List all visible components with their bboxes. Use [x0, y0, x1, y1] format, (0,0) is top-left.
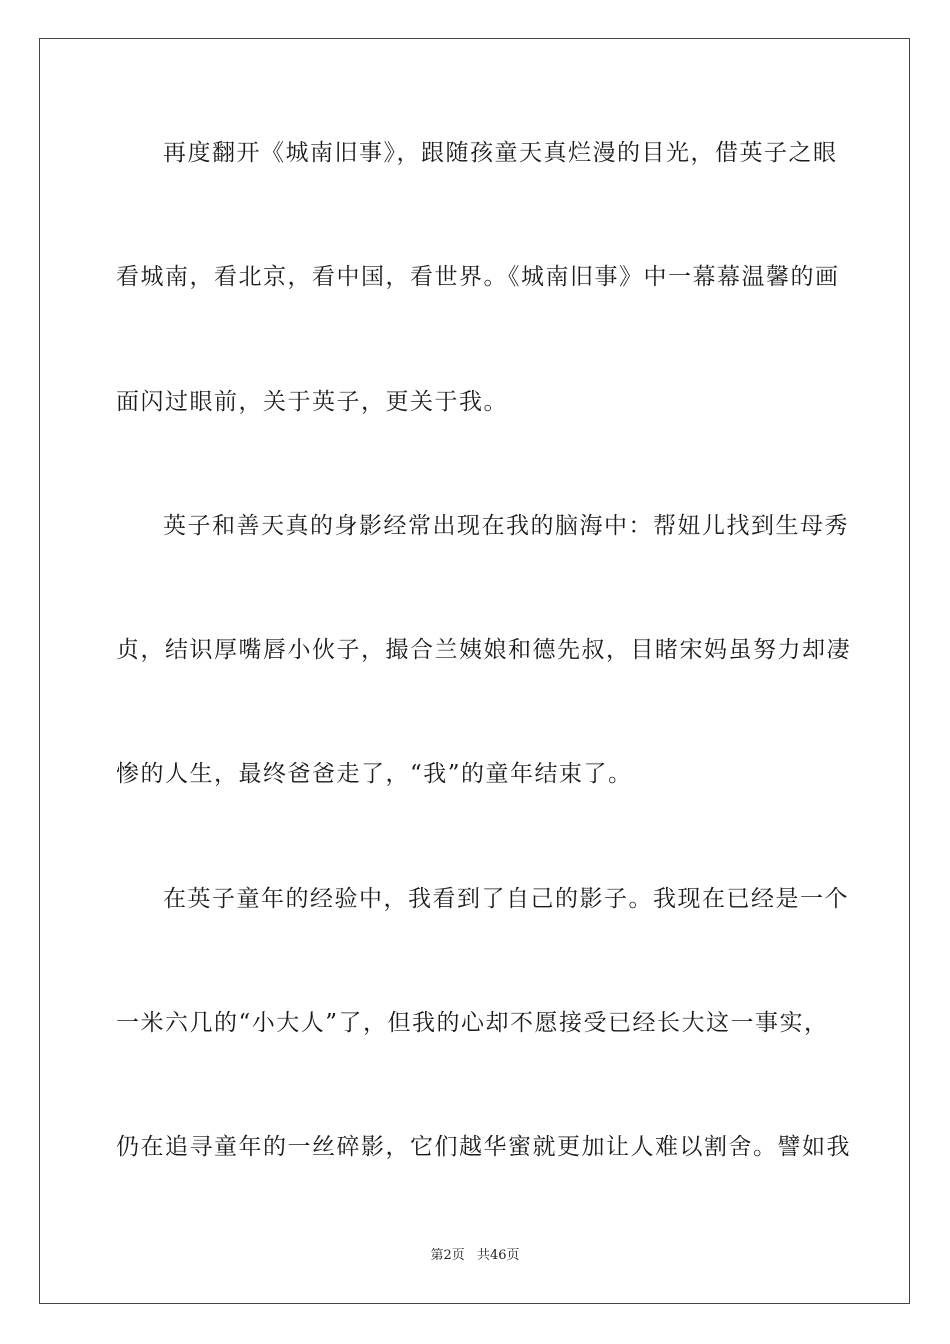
- paragraph-3-line-1: 在英子童年的经验中，我看到了自己的影子。我现在已经是一个: [163, 886, 849, 912]
- page-number: 第2页: [430, 1248, 465, 1263]
- paragraph-2-line-3: 惨的人生，最终爸爸走了，“我”的童年结束了。: [116, 761, 633, 787]
- paragraph-1-line-3: 面闪过眼前，关于英子，更关于我。: [116, 389, 508, 415]
- total-pages: 共46页: [476, 1248, 520, 1263]
- paragraph-2-line-1: 英子和善天真的身影经常出现在我的脑海中：帮妞儿找到生母秀: [163, 513, 849, 539]
- paragraph-1-line-2: 看城南，看北京，看中国，看世界。《城南旧事》中一幕幕温馨的画: [116, 264, 840, 290]
- paragraph-2-line-2: 贞，结识厚嘴唇小伙子，撮合兰姨娘和德先叔，目睹宋妈虽努力却凄: [116, 637, 851, 663]
- paragraph-3-line-2: 一米六几的“小大人”了，但我的心却不愿接受已经长大这一事实，: [116, 1010, 829, 1036]
- paragraph-3-line-3: 仍在追寻童年的一丝碎影，它们越华蜜就更加让人难以割舍。譬如我: [116, 1134, 851, 1160]
- paragraph-1-line-1: 再度翻开《城南旧事》，跟随孩童天真烂漫的目光，借英子之眼: [163, 140, 838, 166]
- page-border: [39, 38, 910, 1304]
- page-footer: [0, 1247, 950, 1265]
